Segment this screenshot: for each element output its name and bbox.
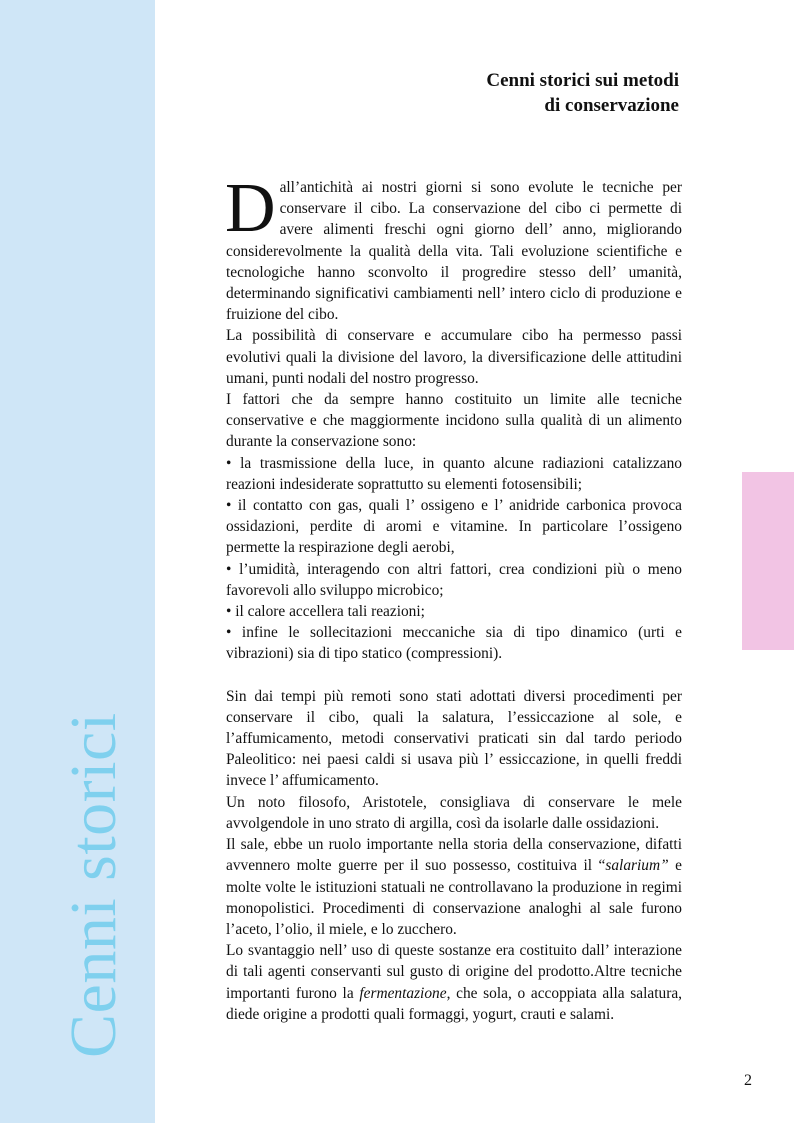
paragraph-fermentation <box>226 940 682 1025</box>
bullet-gas: • il contatto con gas, quali l’ ossigeno e l’ anidride carbonica provoca ossidazioni, perdite di aromi e vitamine. In particolare l’ossigeno permette la respirazione degli aerobi, <box>226 497 682 557</box>
fermentation-text-a: Lo svantaggio nell’ uso di queste sostanze era costituito dall’ interazione di tali agenti conservanti sul gusto di origine del prodotto.Altre tecniche importanti furono la <box>226 942 682 1002</box>
page-title-line-2: di conservazione <box>544 95 679 116</box>
sidebar-title: Cenni storici <box>57 712 130 1058</box>
paragraph-ancient-methods: Sin dai tempi più remoti sono stati adottati diversi procedimenti per conservare il cibo, quali la salatura, l’essiccazione al sole, e l’affumicamento, metodi conservativi praticati sin dal tardo periodo Paleolitico: nei paesi caldi si usava più l’ essiccazione, in quelli freddi invece l’ affumicamento. <box>226 687 682 790</box>
bullet-heat: • il calore accellera tali reazioni; <box>226 603 425 621</box>
bullet-mechanical: • infine le sollecitazioni meccaniche sia di tipo dinamico (urti e vibrazioni) sia di tipo statico (compressioni). <box>226 624 682 663</box>
bullet-humidity: • l’umidità, interagendo con altri fattori, crea condizioni più o meno favorevoli allo sviluppo microbico; <box>226 560 682 599</box>
page-number: 2 <box>744 1072 752 1089</box>
fermentation-term: fermentazione <box>359 984 447 1002</box>
paragraph-aristotle: Un noto filosofo, Aristotele, consigliava di conservare le mele avvolgendole in uno strato di argilla, così da isolarle dalle ossidazioni. <box>226 793 682 832</box>
page-title <box>279 68 679 118</box>
intro-paragraph-text: all’antichità ai nostri giorni si sono evolute le tecniche per conservare il cibo. La conservazione del cibo ci permette di avere alimenti freschi ogni giorno dell’ anno, migliorando considerevolmente la qualità della vita. Tali evoluzione scientifiche e tecnologiche hanno sconvolto il progredire stesso dell’ umanità, determinando significativi cambiamenti nell’ intero ciclo di produzione e fruizione del cibo. <box>226 179 682 324</box>
intro-paragraph <box>225 170 682 325</box>
paragraph-salt <box>226 834 682 940</box>
paragraph-factors: I fattori che da sempre hanno costituito un limite alle tecniche conservative e che maggiormente incidono sulla qualità di un alimento durante la conservazione sono: <box>226 391 682 451</box>
section-tab-marker <box>742 472 794 650</box>
salarium-term: salarium” <box>605 857 669 875</box>
bullet-light: • la trasmissione della luce, in quanto alcune radiazioni catalizzano reazioni indesiderate soprattutto su elementi fotosensibili; <box>226 454 682 493</box>
fermentation-text-b: , che sola, o accoppiata alla salatura, diede origine a prodotti quali formaggi, yogurt, crauti e salami. <box>226 984 682 1023</box>
salt-text-a: Il sale, ebbe un ruolo importante nella storia della conservazione, difatti avvennero molte guerre per il suo possesso, costituiva il “ <box>226 836 682 875</box>
paragraph-progress: La possibilità di conservare e accumulare cibo ha permesso passi evolutivi quali la divisione del lavoro, la diversificazione delle attitudini umani, punti nodali del nostro progresso. <box>226 327 682 387</box>
sidebar-band <box>0 0 155 1123</box>
paragraph-gap <box>226 665 682 686</box>
salt-text-b: e molte volte le istituzioni statuali ne controllavano la produzione in regimi monopolistici. Procedimenti di conservazione analoghi al sale furono l’aceto, l’olio, il miele, e lo zucchero. <box>226 857 682 938</box>
page-title-line-1: Cenni storici sui metodi <box>486 70 679 91</box>
body-text <box>225 170 682 1025</box>
drop-cap: D <box>225 170 276 247</box>
